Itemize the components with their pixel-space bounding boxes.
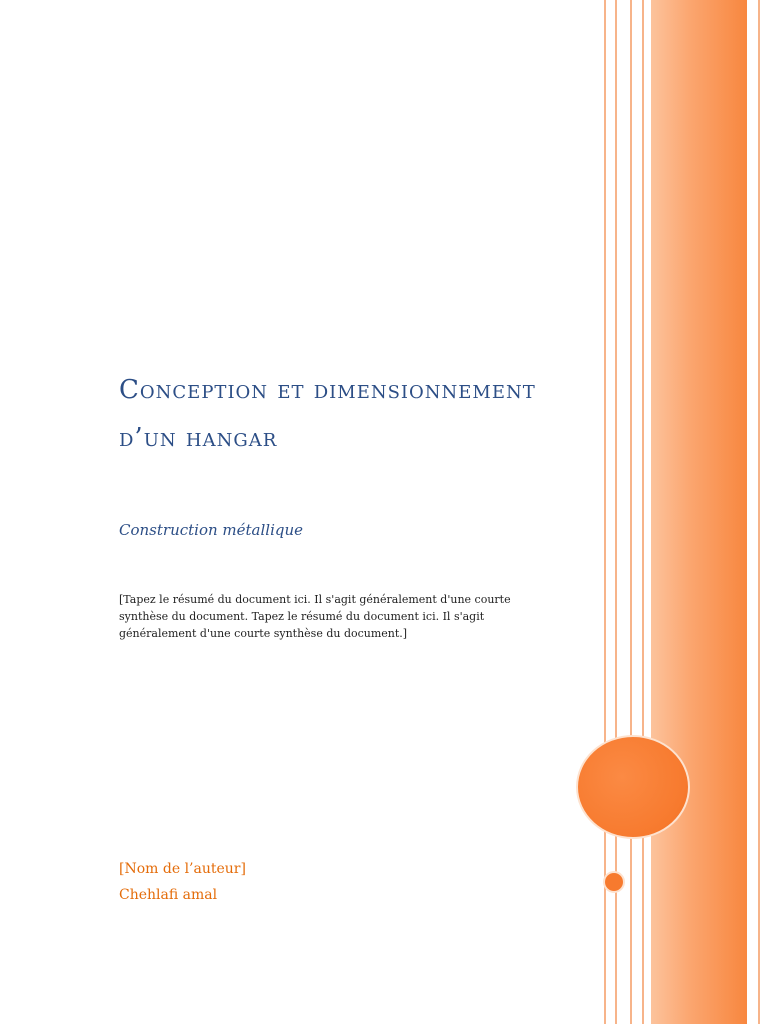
author-placeholder: [Nom de l’auteur] [119,861,246,877]
author-name: Chehlafi amal [119,887,218,903]
decorative-large-circle [576,735,690,839]
decorative-orange-band [651,0,747,1024]
document-abstract: [Tapez le résumé du document ici. Il s'agit généralement d'une courte synthèse du document. Tapez le résumé du document ici. Il s'agit généralement d'une courte synthèse du document.] [119,593,511,640]
decorative-line [604,0,606,1024]
decorative-line [758,0,760,1024]
decorative-line [630,0,632,1024]
document-title: Conception et dimensionnement d’un hangar [119,375,536,453]
decorative-small-circle [603,871,625,893]
decorative-line [642,0,644,1024]
document-subtitle: Construction métallique [119,521,304,539]
